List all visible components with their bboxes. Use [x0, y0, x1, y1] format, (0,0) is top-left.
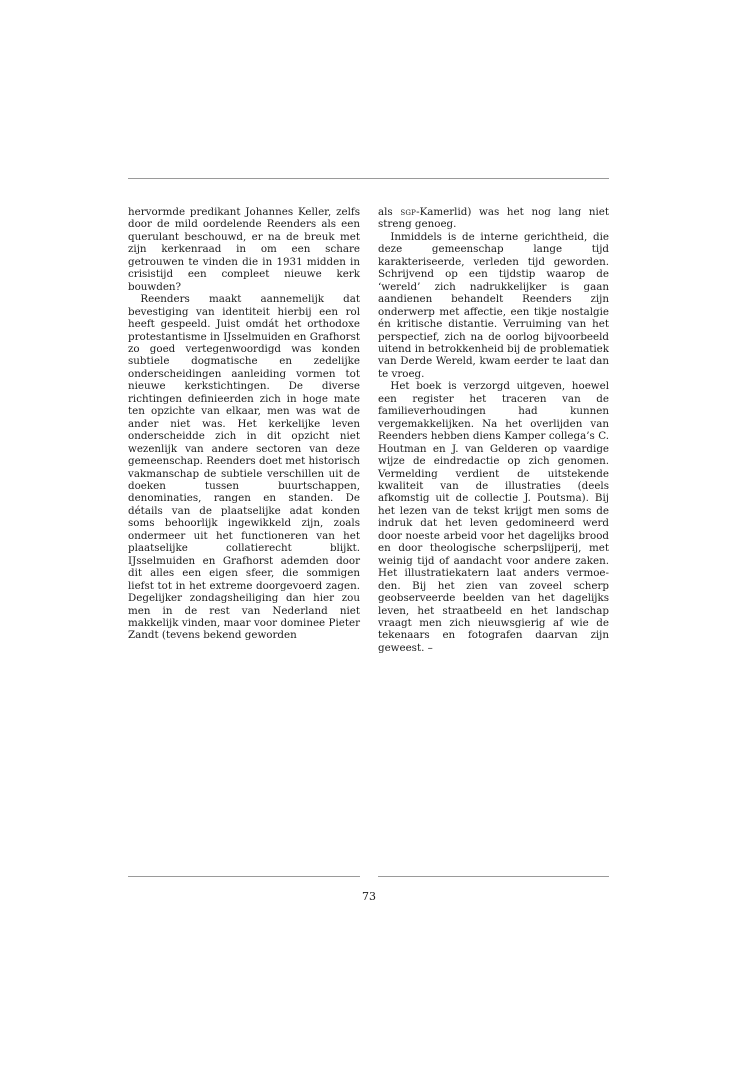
paragraph: hervormde predikant Johannes Keller, zelfs door de mild oordelende Reenders als een querulant beschouwd, er na de breuk met zijn kerkenraad in om een schare getrouwen te vinden die in 1931 midden in crisistijd een compleet nieuwe kerk bouwden? — [128, 206, 360, 293]
party-abbreviation: sgp — [400, 206, 417, 218]
continuation-prefix: als — [378, 206, 401, 218]
header-rule — [128, 178, 609, 179]
page-number: 73 — [362, 890, 376, 903]
footer-rule-left — [128, 876, 360, 877]
left-text-column — [128, 206, 360, 642]
paragraph: Het boek is verzorgd uitgeven, hoewel een register het traceren van de familieverhoudingen had kunnen vergemakkelijken. Na het overlijden van Reenders hebben diens Kamper collega’s C. Houtman en J. van Gelderen op vaardige wijze de eindredactie op zich genomen. Vermelding verdient de uitstekende kwaliteit van de illustraties (deels afkomstig uit de collectie J. Poutsma). Bij het lezen van de tekst krijgt men soms de indruk dat het leven gedomineerd werd door noeste arbeid voor het dagelijks brood en door theologische scherpslijperij, met weinig tijd of aandacht voor andere zaken. Het illustratiekatern laat anders vermoeden. Bij het zien van zoveel scherp geobserveerde beelden van het dagelijks leven, het straatbeeld en het landschap vraagt men zich nieuwsgierig af wie de tekenaars en fotografen daarvan zijn geweest. – — [378, 380, 609, 654]
footer-rule-right — [378, 876, 609, 877]
continuation-rest: -Kamerlid) was het nog lang niet streng genoeg. — [378, 206, 609, 231]
continuation-paragraph — [378, 206, 609, 231]
paragraph: Inmiddels is de interne gerichtheid, die deze gemeenschap lange tijd karakteriseerde, verleden tijd geworden. Schrijvend op een tijdstip waarop de ‘wereld’ zich nadrukkelijker is gaan aandienen behandelt Reenders zijn onderwerp met affectie, een tikje nostalgie én kritische distantie. Verruiming van het perspectief, zich na de oorlog bijvoorbeeld uitend in betrokkenheid bij de problematiek van Derde Wereld, kwam eerder te laat dan te vroeg. — [378, 230, 609, 380]
right-text-column — [378, 206, 609, 654]
paragraph: Reenders maakt aannemelijk dat bevestiging van identiteit hierbij een rol heeft gespeeld. Juist omdát het orthodoxe protestantisme in IJsselmuiden en Grafhorst zo goed vertegenwoordigd was konden subtiele dogmatische en zedelijke onderscheidingen aanleiding vormen tot nieuwe kerkstichtingen. De diverse richtingen definieerden zich in hoge mate ten opzichte van elkaar, men was wat de ander niet was. Het kerkelijke leven onderscheidde zich in dit opzicht niet wezenlijk van andere sectoren van deze gemeenschap. Reenders doet met historisch vakmanschap de subtiele verschillen uit de doeken tussen buurtschappen, denominaties, rangen en standen. De détails van de plaatselijke adat konden soms behoorlijk ingewikkeld zijn, zoals ondermeer uit het functioneren van het plaatselijke collatierecht blijkt. IJsselmuiden en Grafhorst ademden door dit alles een eigen sfeer, die sommigen liefst tot in het extreme doorgevoerd zagen. Degelijker zondagsheiliging dan hier zou men in de rest van Nederland niet makkelijk vinden, maar voor dominee Pieter Zandt (tevens bekend geworden — [128, 293, 360, 642]
